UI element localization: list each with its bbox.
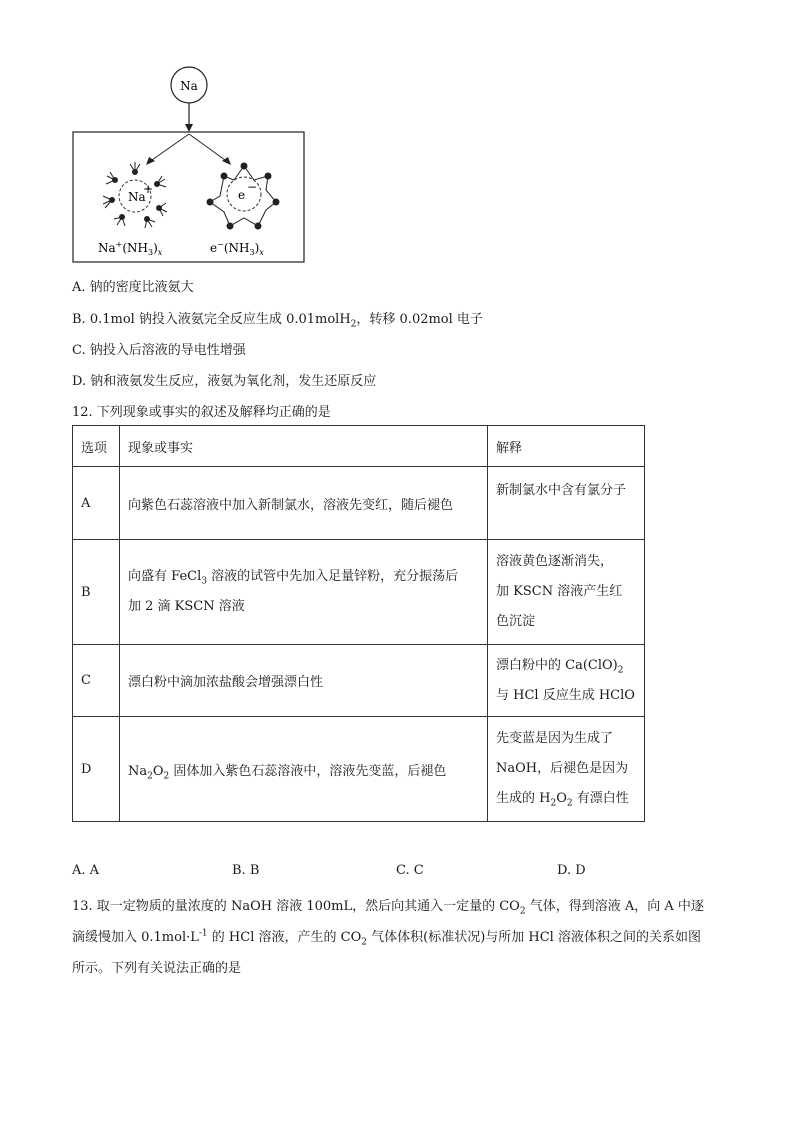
q12-answer-d: D. D: [557, 863, 586, 878]
electron-formula-label: $e^-(NH_3)_x$: [210, 240, 264, 257]
q11-option-b: B. 0.1mol 钠投入液氨完全反应生成 0.01molH$_2$，转移 0.02mol 电子: [72, 312, 483, 330]
q11-option-a: A. 钠的密度比液氨大: [72, 280, 194, 295]
left-branch-arrow: [152, 134, 189, 160]
cation-formula-label: $Na^+(NH_3)_x$: [98, 240, 163, 257]
svg-text:+: +: [143, 182, 154, 196]
header-option: 选项: [73, 426, 120, 467]
solvated-cation: [103, 162, 167, 228]
down-arrowhead: [185, 124, 193, 132]
q13-line-2: 滴缓慢加入 $0.1mol\cdot L^{-1}$ 的 HCl 溶液，产生的 $CO_2$ 气体体积(标准状况)与所加 HCl 溶液体积之间的关系如图: [72, 928, 701, 948]
q11-option-d: D. 钠和液氨发生反应，液氨为氧化剂，发生还原反应: [72, 374, 377, 389]
q12-table: [72, 425, 645, 822]
svg-text:e: e: [238, 188, 246, 202]
q12-stem: 12. 下列现象或事实的叙述及解释均正确的是: [72, 405, 331, 420]
q12-answer-a: A. A: [72, 863, 100, 878]
sodium-ammonia-diagram: [72, 62, 312, 267]
na-atom-label: Na: [180, 79, 198, 93]
q12-answer-c: C. C: [396, 863, 424, 878]
table-row: D $Na_2O_2$ 固体加入紫色石蕊溶液中，溶液先变蓝，后褪色 先变蓝是因为生成了 NaOH，后褪色是因为 生成的 $H_2O_2$ 有漂白性: [73, 717, 645, 822]
table-row: A 向紫色石蕊溶液中加入新制氯水，溶液先变红，随后褪色 新制氯水中含有氯分子: [73, 467, 645, 540]
svg-text:−: −: [247, 180, 258, 194]
q12-answer-b: B. B: [232, 863, 260, 878]
table-row: B 向盛有 FeCl$_3$ 溶液的试管中先加入足量锌粉，充分振荡后 加 2 滴 KSCN 溶液 溶液黄色逐渐消失， 加 KSCN 溶液产生红 色沉淀: [73, 540, 645, 645]
q13-line-3: 所示。下列有关说法正确的是: [72, 961, 242, 976]
q13-line-1: 13. 取一定物质的量浓度的 NaOH 溶液 100mL，然后向其通入一定量的 $CO_2$ 气体，得到溶液 A，向 A 中逐: [72, 899, 704, 917]
right-branch-arrow: [189, 134, 225, 160]
q11-option-c: C. 钠投入后溶液的导电性增强: [72, 343, 246, 358]
svg-text:Na: Na: [128, 190, 146, 204]
table-row: C 漂白粉中滴加浓盐酸会增强漂白性 漂白粉中的 $Ca(ClO)_2$ 与 HCl 反应生成 HClO: [73, 645, 645, 717]
header-explanation: 解释: [488, 426, 645, 467]
solvated-electron: [207, 163, 279, 229]
header-fact: 现象或事实: [120, 426, 488, 467]
table-header-row: [73, 426, 645, 467]
